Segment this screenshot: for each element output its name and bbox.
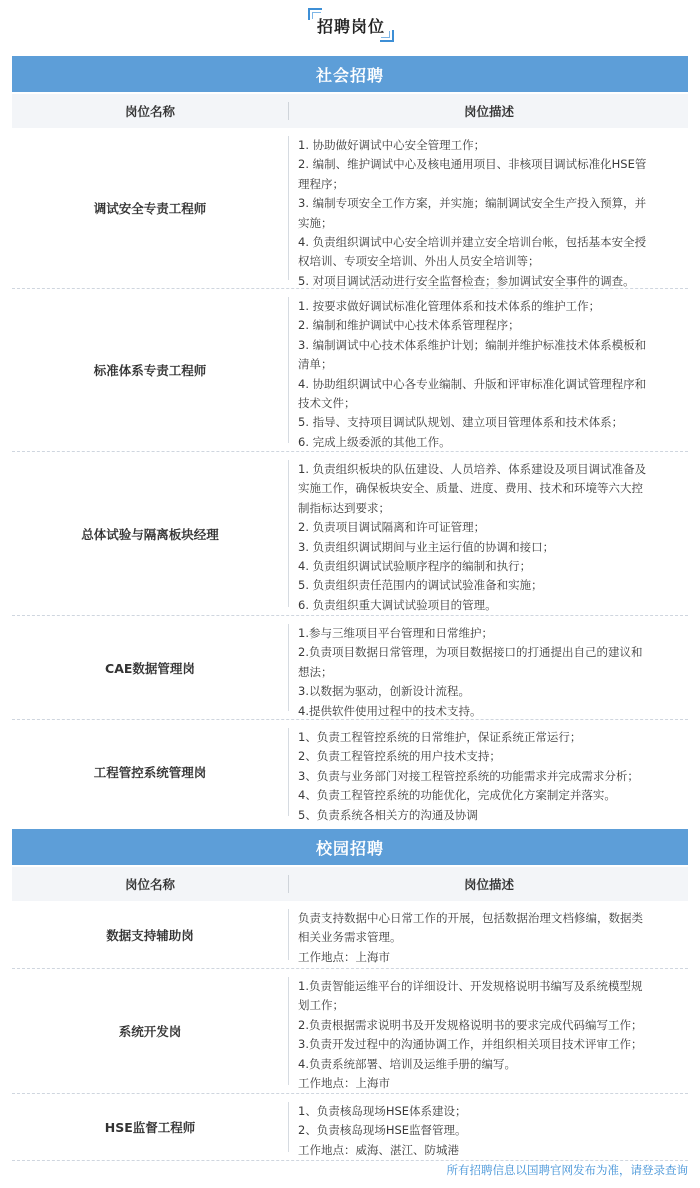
job-name: 数据支持辅助岗 [106,927,194,943]
description-line: 6. 完成上级委派的其他工作。 [298,434,451,449]
description-line: 技术文件； [298,396,356,411]
description-line: 理程序； [298,176,344,191]
section-bar-campus [12,829,688,865]
job-description [298,460,680,615]
description-line: 工作地点：上海市 [298,1076,390,1091]
job-row [12,616,688,720]
footer-note: 所有招聘信息以国聘官网发布为准，请登录查询 [446,1163,688,1177]
job-row [12,289,688,452]
page-title: 招聘岗位 [316,16,385,36]
job-row [12,969,688,1094]
column-divider [288,102,289,120]
description-line: 实施； [298,215,333,230]
job-row [12,1094,688,1161]
description-line: 划工作； [298,998,344,1013]
job-name: 总体试验与隔离板块经理 [81,526,219,542]
description-line: 3. 负责组织调试期间与业主运行值的协调和接口； [298,539,555,554]
section-bar-social [12,56,688,92]
description-line: 1、负责工程管控系统的日常维护，保证系统正常运行； [298,730,582,744]
description-line: 5、负责系统各相关方的沟通及协调 [298,807,478,822]
column-divider [288,977,289,1085]
column-divider [288,728,289,816]
description-line: 负责支持数据中心日常工作的开展，包括数据治理文档修编，数据类 [298,911,643,925]
column-header-name: 岗位名称 [124,104,175,119]
page-title-box [308,8,394,42]
description-line: 实施工作，确保板块安全、质量、进度、费用、技术和环境等六大控 [298,481,643,496]
description-line: 1. 协助做好调试中心安全管理工作； [298,138,486,152]
column-divider [288,875,289,893]
description-line: 2.负责项目数据日常管理，为项目数据接口的打通提出自己的建议和 [298,645,643,660]
job-name: 工程管控系统管理岗 [93,765,207,780]
column-divider [288,1102,289,1152]
column-divider [288,624,289,711]
description-line: 1.负责智能运维平台的详细设计、开发规格说明书编写及系统模型规 [298,979,643,993]
job-row [12,128,688,289]
job-name: CAE数据管理岗 [105,660,195,676]
job-row [12,452,688,616]
job-description [298,624,680,721]
description-line: 2. 负责项目调试隔离和许可证管理； [298,520,486,535]
job-name: 系统开发岗 [118,1024,182,1039]
column-header-description: 岗位描述 [463,877,514,892]
column-divider [288,909,289,960]
description-line: 2、负责工程管控系统的用户技术支持； [298,749,501,764]
column-divider [288,460,289,607]
title-corner-decoration [312,12,321,19]
job-description [298,136,680,291]
description-line: 清单； [298,357,333,372]
column-divider [288,297,289,443]
description-line: 3.以数据为驱动，创新设计流程。 [298,684,470,699]
description-line: 相关业务需求管理。 [298,930,402,945]
description-line: 2.负责根据需求说明书及开发规格说明书的要求完成代码编写工作； [298,1017,643,1032]
description-line: 想法； [298,664,333,679]
description-line: 3. 编制专项安全工作方案，并实施；编制调试安全生产投入预算，并 [298,196,647,211]
page-header [0,0,700,52]
section-title: 校园招聘 [315,838,384,858]
description-line: 4.提供软件使用过程中的技术支持。 [298,703,482,718]
description-line: 4. 负责组织调试中心安全培训并建立安全培训台帐，包括基本安全授 [298,235,647,250]
description-line: 3、负责与业务部门对接工程管控系统的功能需求并完成需求分析； [298,768,639,783]
description-line: 5. 负责组织责任范围内的调试试验准备和实施； [298,578,543,593]
description-line: 1. 按要求做好调试标准化管理体系和技术体系的维护工作； [298,299,601,313]
table-header-campus [12,867,688,901]
description-line: 5. 对项目调试活动进行安全监督检查；参加调试安全事件的调查。 [298,273,635,288]
description-line: 工作地点：上海市 [298,949,390,964]
job-description [298,728,680,825]
description-line: 4.负责系统部署、培训及运维手册的编写。 [298,1056,516,1071]
job-name: 调试安全专责工程师 [93,201,207,216]
job-name: 标准体系专责工程师 [93,363,207,378]
description-line: 6. 负责组织重大调试试验项目的管理。 [298,597,497,612]
job-row [12,720,688,824]
table-header-social [12,94,688,128]
column-header-name: 岗位名称 [124,877,175,892]
job-description [298,977,680,1093]
description-line: 3.负责开发过程中的沟通协调工作，并组织相关项目技术评审工作； [298,1037,643,1052]
column-header-description: 岗位描述 [463,104,514,119]
description-line: 4. 协助组织调试中心各专业编制、升版和评审标准化调试管理程序和 [298,376,647,391]
description-line: 1、负责核岛现场HSE体系建设； [298,1104,467,1118]
description-line: 5. 指导、支持项目调试队规划、建立项目管理体系和技术体系； [298,415,624,430]
job-row [12,901,688,969]
description-line: 4. 负责组织调试试验顺序程序的编制和执行； [298,559,532,574]
description-line: 3. 编制调试中心技术体系维护计划；编制并维护标准技术体系模板和 [298,337,647,352]
description-line: 制指标达到要求； [298,500,390,515]
description-line: 4、负责工程管控系统的功能优化，完成优化方案制定并落实。 [298,788,616,803]
job-description [298,297,680,452]
job-description [298,1102,680,1160]
title-corner-decoration [381,31,390,38]
description-line: 权培训、专项安全培训、外出人员安全培训等； [298,254,540,269]
job-description [298,909,680,967]
column-divider [288,136,289,280]
section-title: 社会招聘 [315,65,384,85]
description-line: 2. 编制和维护调试中心技术体系管理程序； [298,318,520,333]
description-line: 1. 负责组织板块的队伍建设、人员培养、体系建设及项目调试准备及 [298,462,647,476]
description-line: 1.参与三维项目平台管理和日常维护； [298,626,493,640]
description-line: 工作地点：威海、湛江、防城港 [298,1142,459,1157]
job-name: HSE监督工程师 [104,1120,196,1135]
description-line: 2、负责核岛现场HSE监督管理。 [298,1123,467,1138]
description-line: 2. 编制、维护调试中心及核电通用项目、非核项目调试标准化HSE管 [298,157,647,172]
